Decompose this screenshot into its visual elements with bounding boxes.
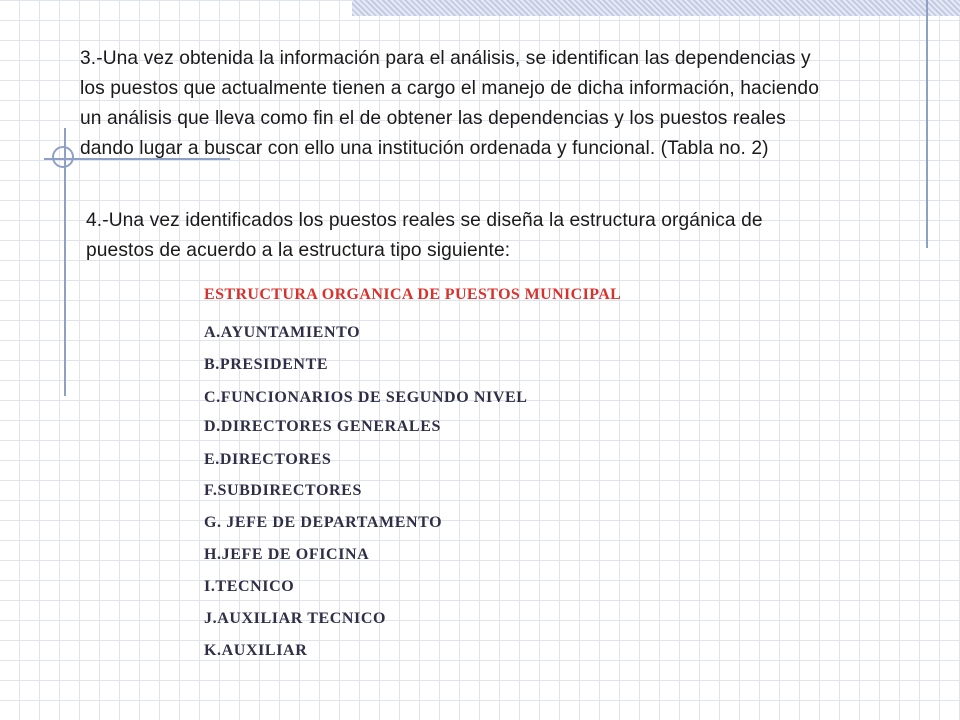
structure-level-item: H.JEFE DE OFICINA bbox=[204, 546, 370, 563]
top-pattern-band bbox=[352, 0, 960, 16]
structure-level-item: A.AYUNTAMIENTO bbox=[204, 324, 361, 341]
circle-ornament-icon bbox=[52, 146, 74, 168]
left-vertical-rule bbox=[64, 128, 66, 396]
structure-title: ESTRUCTURA ORGANICA DE PUESTOS MUNICIPAL bbox=[204, 286, 622, 303]
structure-level-item: C.FUNCIONARIOS DE SEGUNDO NIVEL bbox=[204, 389, 528, 406]
paragraph-step-3: 3.-Una vez obtenida la información para el análisis, se identifican las dependencias y los puestos que actualmente tienen a cargo el manejo de dicha información, haciendo un análisis que lleva como fin el de obtener las dependencias y los puestos reales dando lugar a buscar con ello una institución ordenada y funcional. (Tabla no. 2) bbox=[80, 48, 819, 159]
structure-level-item: B.PRESIDENTE bbox=[204, 356, 329, 373]
structure-level-item: K.AUXILIAR bbox=[204, 642, 308, 659]
structure-level-item: E.DIRECTORES bbox=[204, 451, 332, 468]
right-vertical-rule bbox=[926, 0, 928, 248]
paragraph-step-4: 4.-Una vez identificados los puestos reales se diseña la estructura orgánica de puestos de acuerdo a la estructura tipo siguiente: bbox=[86, 210, 763, 261]
structure-level-item: F.SUBDIRECTORES bbox=[204, 482, 362, 499]
structure-level-item: D.DIRECTORES GENERALES bbox=[204, 418, 441, 435]
structure-level-item: I.TECNICO bbox=[204, 578, 295, 595]
structure-level-item: J.AUXILIAR TECNICO bbox=[204, 610, 387, 627]
structure-level-item: G. JEFE DE DEPARTAMENTO bbox=[204, 514, 443, 531]
